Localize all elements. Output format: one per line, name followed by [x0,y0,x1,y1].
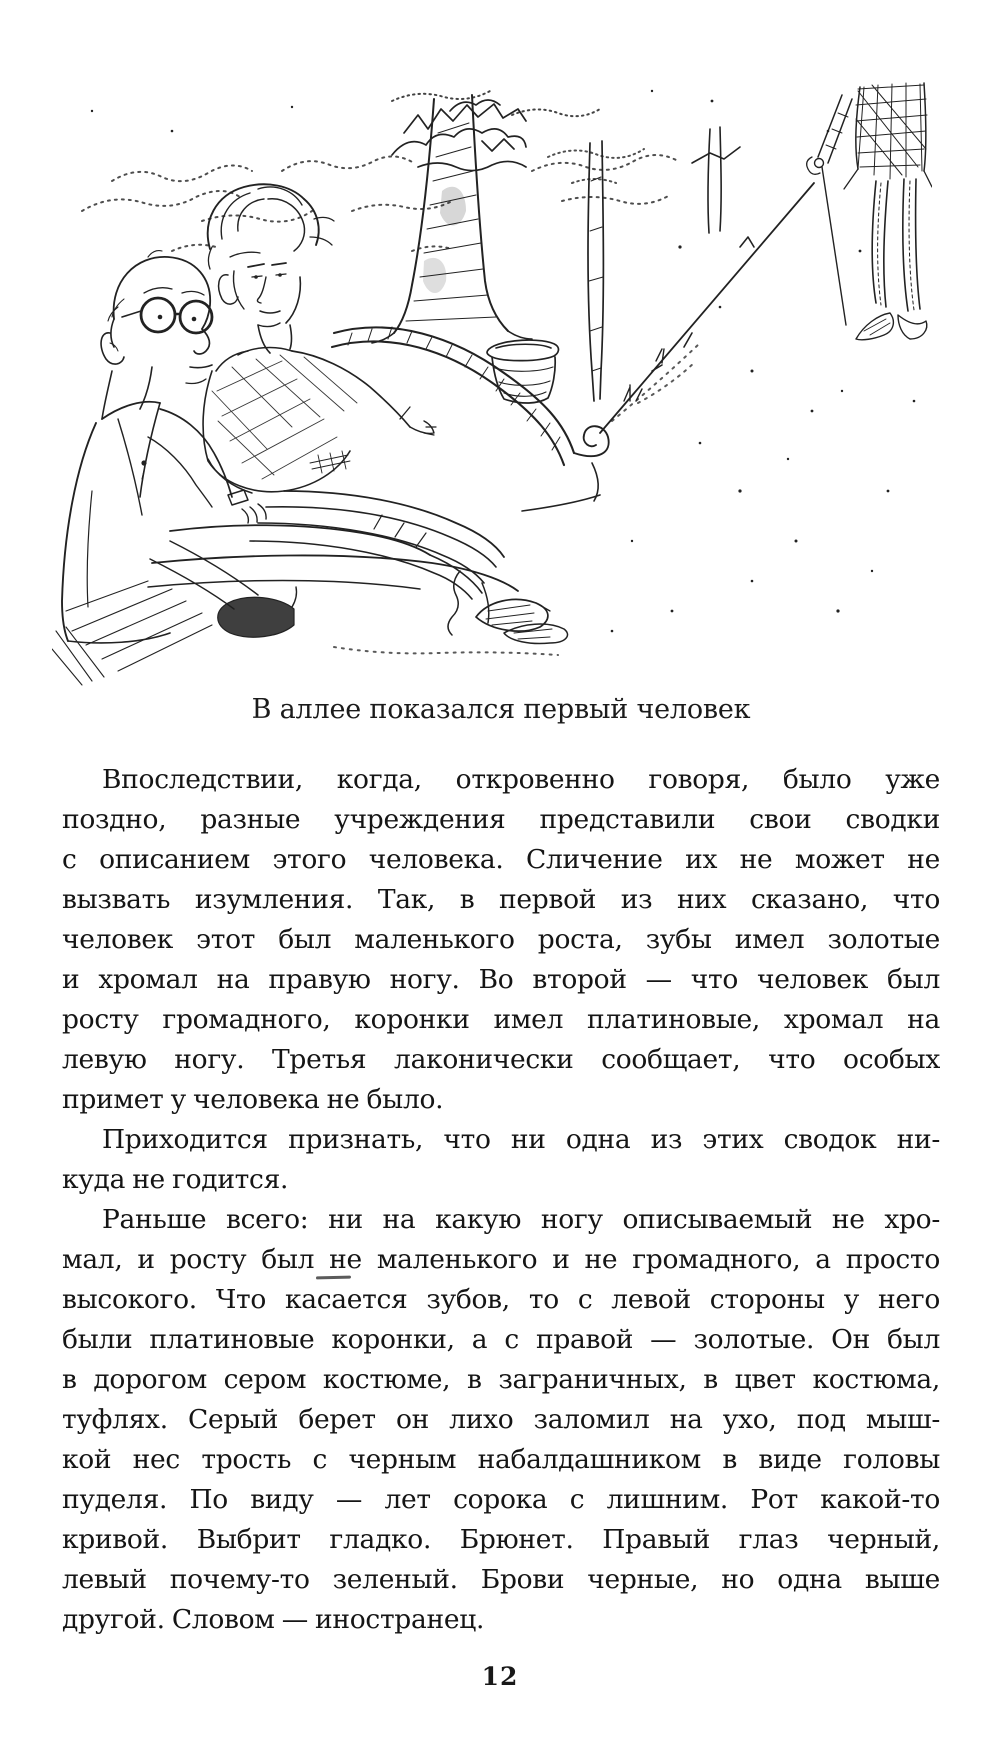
text-line: кривой. Выбрит гладко. Брюнет. Правый глаз черный, [62,1524,940,1555]
text-line: с описанием этого человека. Сличение их не может не [62,844,940,875]
text-line: Приходится признать, что ни одна из этих сводок ни- [102,1124,940,1155]
text-line: и хромал на правую ногу. Во второй — что человек был [62,964,940,995]
text-line: левую ногу. Третья лаконически сообщает, что особых [62,1044,940,1075]
text-line: человек этот был маленького роста, зубы имел золотые [62,924,940,955]
text-line: другой. Словом — иностранец. [62,1604,485,1635]
text-line: кой нес трость с черным набалдашником в виде головы [62,1444,940,1475]
text-line: куда не годится. [62,1164,289,1195]
text-line: туфлях. Серый берет он лихо заломил на ухо, под мыш- [62,1404,940,1435]
text-line: примет у человека не было. [62,1084,444,1115]
page-number: 12 [481,1662,519,1691]
text-line: мал, и росту был не маленького и не громадного, а просто [62,1244,940,1275]
text-line: были платиновые коронки, а с правой — золотые. Он был [62,1324,940,1355]
text-line: вызвать изумления. Так, в первой из них сказано, что [62,884,940,915]
text-line: в дорогом сером костюме, в заграничных, в цвет костюма, [62,1364,940,1395]
text-line: Впоследствии, когда, откровенно говоря, было уже [102,764,940,795]
ink-sketch [52,70,932,692]
illustration-caption: В аллее показался первый человек [251,694,751,725]
text-line: левый почему-то зеленый. Брови черные, но одна выше [62,1564,940,1595]
text-line: Раньше всего: ни на какую ногу описываемый не хро- [102,1204,940,1235]
park-bench-illustration [52,70,932,692]
text-line: росту громадного, коронки имел платиновые, хромал на [62,1004,940,1035]
text-line: высокого. Что касается зубов, то с левой стороны у него [62,1284,940,1315]
text-line: пуделя. По виду — лет сорока с лишним. Рот какой-то [62,1484,940,1515]
text-line: поздно, разные учреждения представили свои сводки [62,804,940,835]
text-block [62,760,940,1640]
